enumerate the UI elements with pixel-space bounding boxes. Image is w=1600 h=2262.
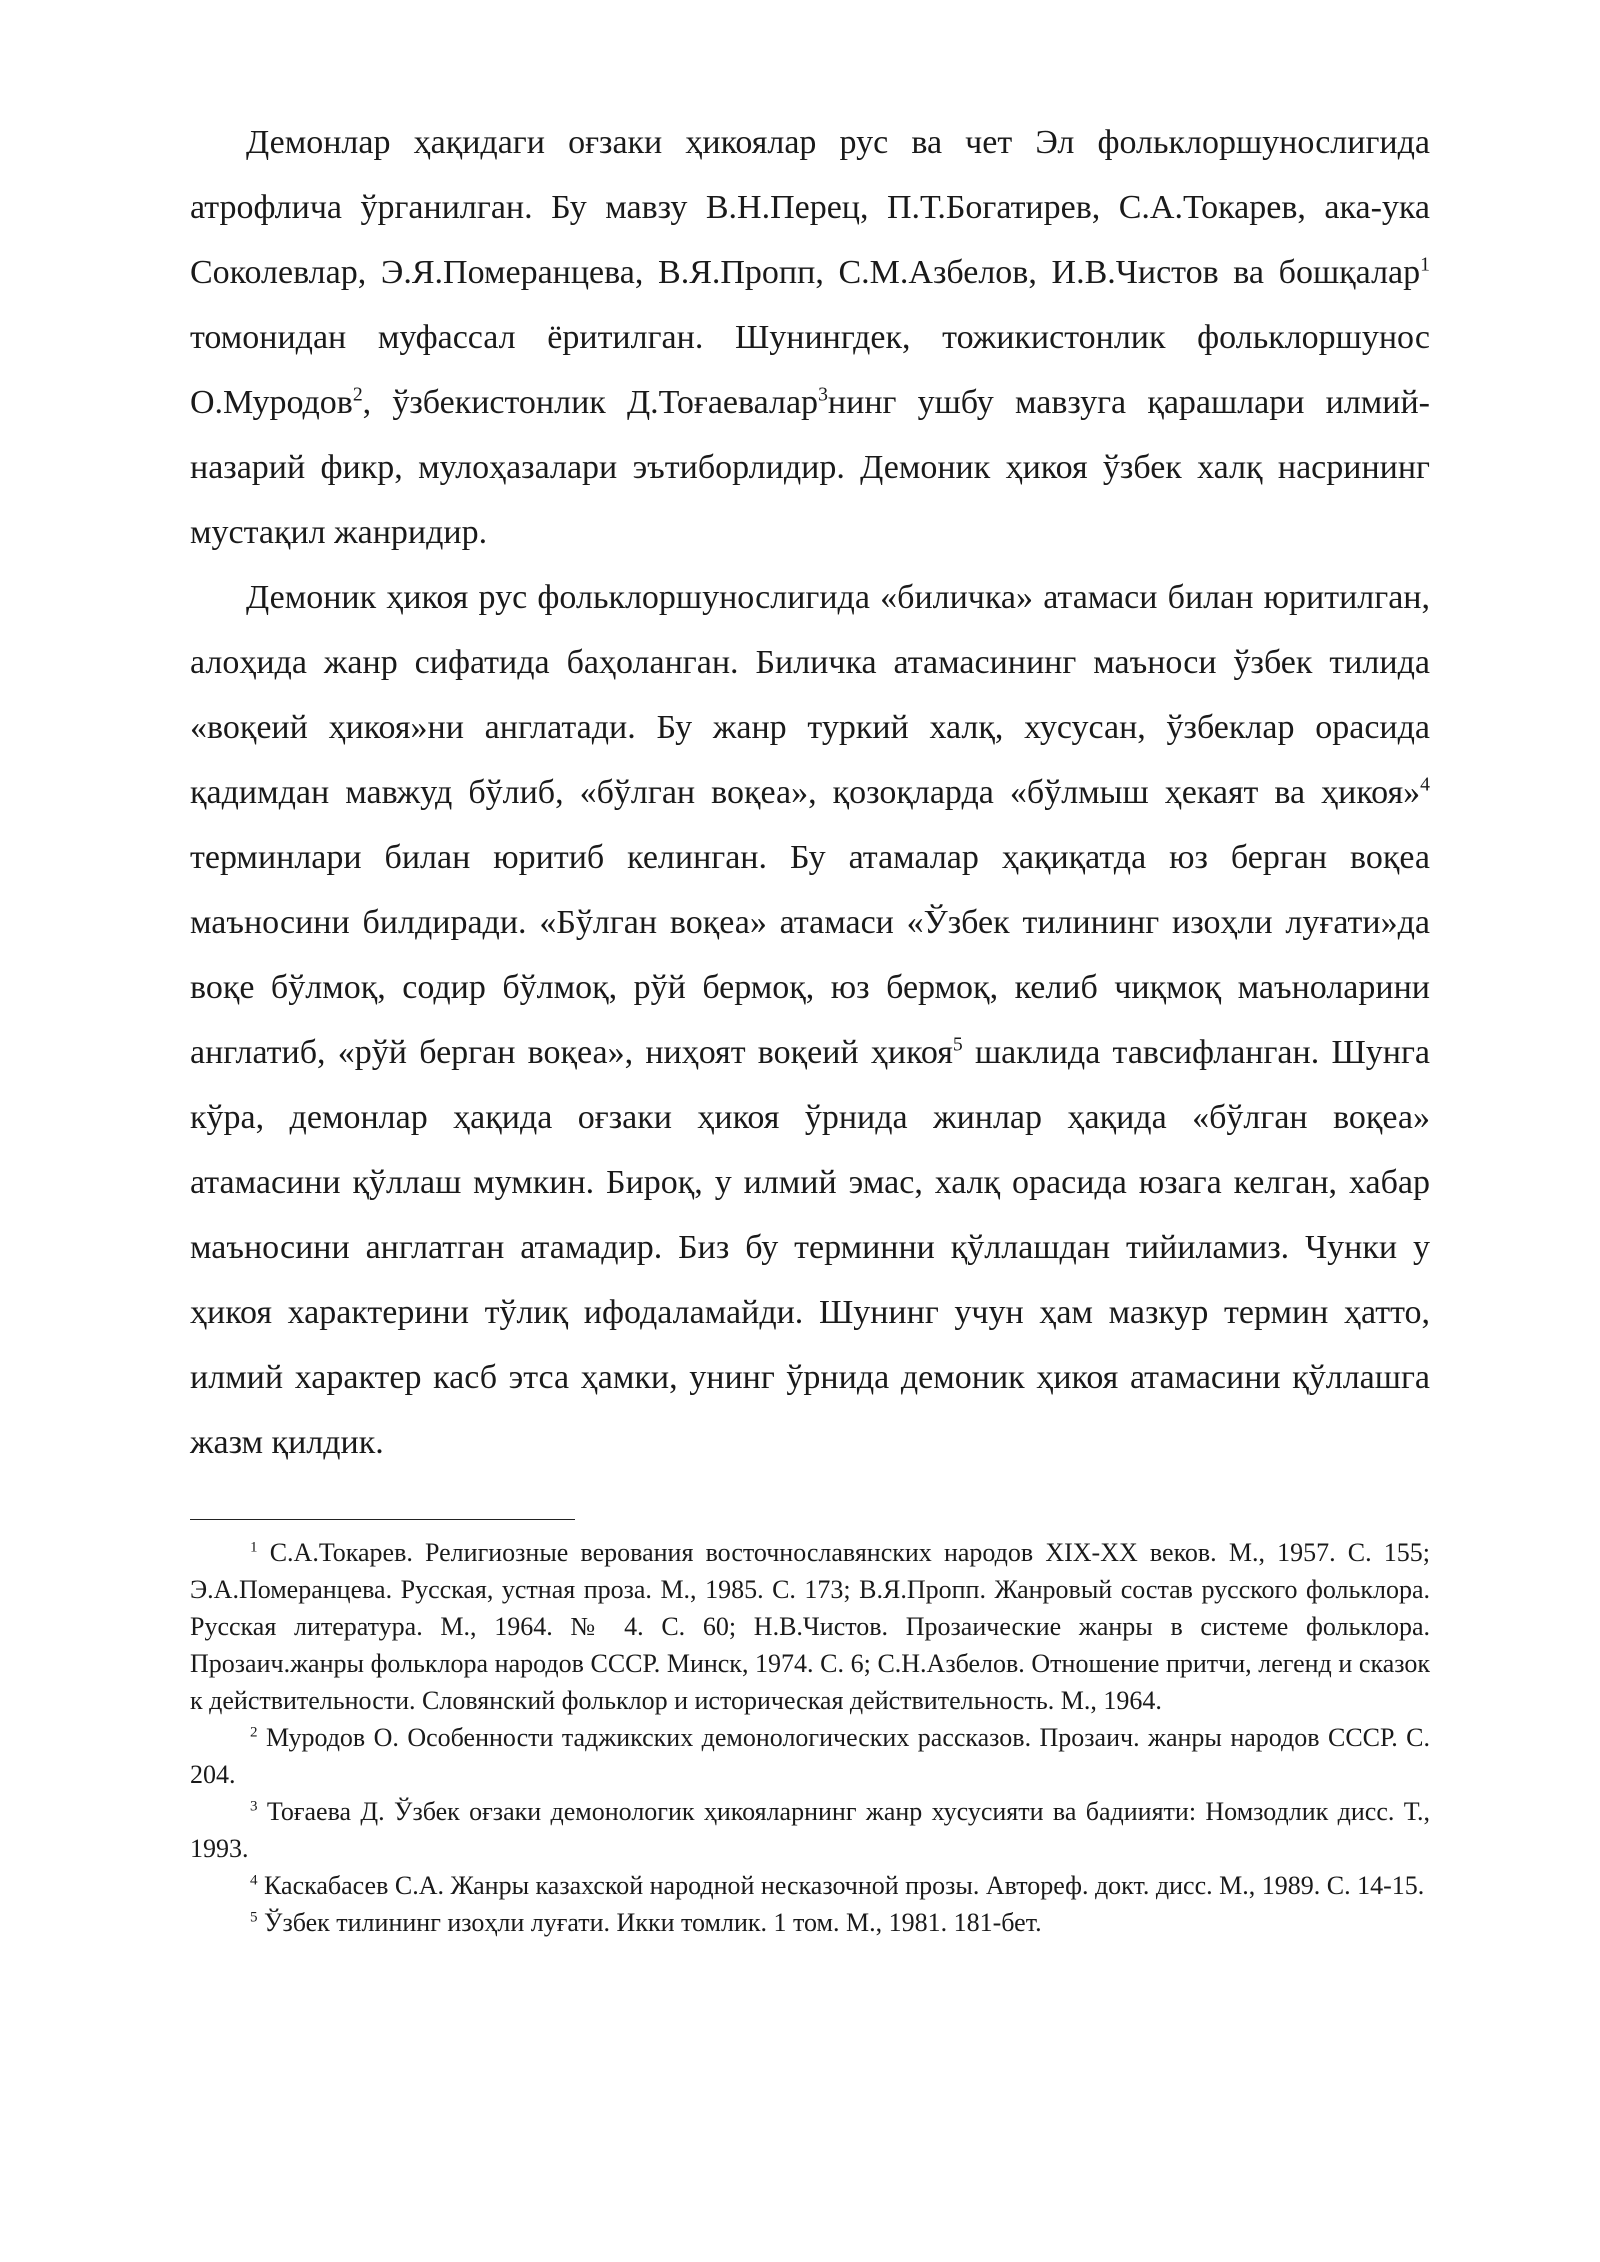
footnote-number: 2 [250,1724,258,1741]
footnote-text: Ўзбек тилининг изоҳли луғати. Икки томлик. 1 том. М., 1981. 181-бет. [264,1908,1042,1937]
footnote [190,1867,1430,1904]
footnote [190,1719,1430,1793]
body-paragraph [190,110,1430,565]
footnote-reference[interactable]: 5 [952,1033,963,1056]
footnote-number: 1 [250,1539,258,1556]
document-page [190,110,1430,1941]
footnote-text: Муродов О. Особенности таджикских демонологических рассказов. Прозаич. жанры народов СССР. С. 204. [190,1723,1430,1789]
body-paragraph [190,565,1430,1475]
footnote-text: Тоғаева Д. Ўзбек оғзаки демонологик ҳикояларнинг жанр хусусияти ва бадиияти: Номзодлик дисс. Т., 1993. [190,1797,1431,1863]
footnote-reference[interactable]: 2 [352,383,363,406]
footnote [190,1904,1430,1941]
paragraph-text: шаклида тавсифланган. Шунга кўра, демонлар ҳақида оғзаки ҳикоя ўрнида жинлар ҳақида «бўлган воқеа» атамасини қўллаш мумкин. Бироқ, у илмий эмас, халқ орасида юзага келган, хабар маъносини англатган атамадир. Биз бу терминни қўллашдан тийиламиз. Чунки у ҳикоя характерини тўлиқ ифодаламайди. Шунинг учун ҳам мазкур термин ҳатто, илмий характер касб этса ҳамки, унинг ўрнида демоник ҳикоя атамасини қўллашга жазм қилдик. [190,1034,1430,1461]
paragraph-text: Демоник ҳикоя рус фольклоршунослигида «биличка» атамаси билан юритилган, алоҳида жанр сифатида баҳоланган. Биличка атамасининг маъноси ўзбек тилида «воқеий ҳикоя»ни англатади. Бу жанр туркий халқ, хусусан, ўзбеклар орасида қадимдан мавжуд бўлиб, «бўлган воқеа», қозоқларда «бўлмыш ҳекаят ва ҳикоя» [190,579,1430,811]
footnote-reference[interactable]: 4 [1420,773,1430,796]
footnote-number: 3 [250,1798,258,1815]
paragraph-text: , ўзбекистонлик Д.Тоғаевалар [362,384,819,421]
footnote-number: 5 [250,1909,258,1926]
footnote [190,1793,1430,1867]
footnote-reference[interactable]: 3 [818,383,828,406]
paragraph-text: Демонлар ҳақидаги оғзаки ҳикоялар рус ва чет Эл фольклоршунослигида атрофлича ўрганилган. Бу мавзу В.Н.Перец, П.Т.Богатирев, С.А.Токарев, ака-ука Соколевлар, Э.Я.Померанцева, В.Я.Пропп, С.М.Азбелов, И.В.Чистов ва бошқалар [190,124,1430,291]
footnote-separator [190,1519,575,1520]
footnote-text: Каскабасев С.А. Жанры казахской народной несказочной прозы. Автореф. докт. дисс. М., 1989. С. 14-15. [264,1871,1425,1900]
footnote-reference[interactable]: 1 [1420,253,1430,276]
footnote-number: 4 [250,1872,258,1889]
footnotes [190,1534,1430,1941]
paragraph-text: нинг ушбу мавзуга қарашлари илмий-назарий фикр, мулоҳазалари эътиборлидир. Демоник ҳикоя ўзбек халқ насрининг мустақил жанридир. [190,384,1431,551]
footnote [190,1534,1430,1719]
footnote-text: С.А.Токарев. Религиозные верования восточнославянских народов XIX-XX веков. М., 1957. С. 155; Э.А.Померанцева. Русская, устная проза. М., 1985. С. 173; В.Я.Пропп. Жанровый состав русского фольклора. Русская литература. М., 1964. № 4. С. 60; Н.В.Чистов. Прозаические жанры в системе фольклора. Прозаич.жанры фольклора народов СССР. Минск, 1974. С. 6; С.Н.Азбелов. Отношение притчи, легенд и сказок к действительности. Словянский фольклор и историческая действительность. М., 1964. [190,1538,1431,1715]
paragraph-text: терминлари билан юритиб келинган. Бу атамалар ҳақиқатда юз берган воқеа маъносини билдиради. «Бўлган воқеа» атамаси «Ўзбек тилининг изоҳли луғати»да воқе бўлмоқ, содир бўлмоқ, рўй бермоқ, юз бермоқ, келиб чиқмоқ маъноларини англатиб, «рўй берган воқеа», ниҳоят воқеий ҳикоя [190,839,1430,1071]
body-text [190,110,1430,1475]
paragraph-text: томонидан муфассал ёритилган. Шунингдек, тожикистонлик фольклоршунос О.Муродов [190,319,1430,421]
